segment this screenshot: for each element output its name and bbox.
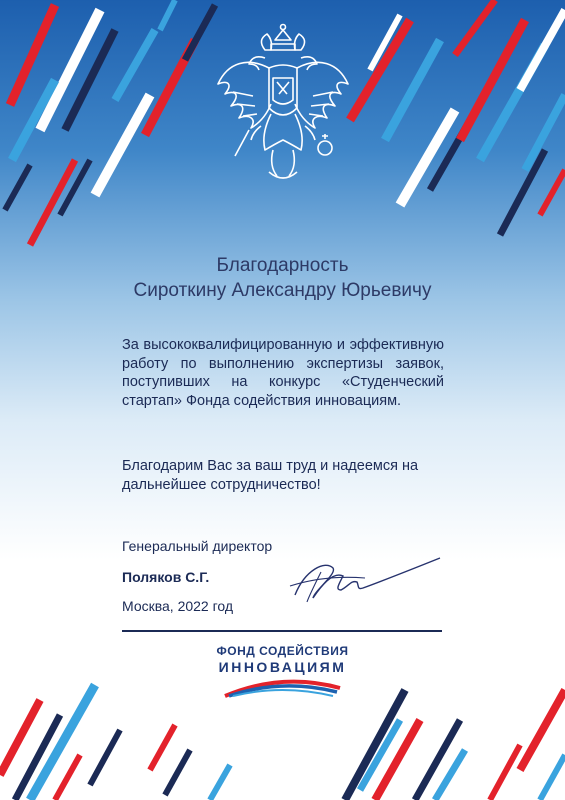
closing-paragraph: Благодарим Вас за ваш труд и надеемся на дальнейшее сотрудничество! [122, 458, 419, 493]
signer-position: Генеральный директор [122, 538, 273, 554]
place-date: Москва, 2022 год [122, 598, 234, 614]
recipient-name: Сироткину Александру Юрьевичу [133, 280, 432, 301]
divider-line [122, 630, 442, 632]
logo-line-2: ИННОВАЦИЯМ [218, 659, 347, 675]
logo-line-1: ФОНД СОДЕЙСТВИЯ [216, 644, 349, 658]
coat-of-arms-icon [213, 22, 353, 192]
foundation-logo [215, 644, 350, 710]
gratitude-paragraph: За высококвалифицированную и эффективную работу по выполнению экспертизы заявок, поступивших на конкурс «Студенческий стартап» Фонда содействия инновациям. [122, 337, 444, 409]
document-title: Благодарность [216, 255, 349, 276]
signer-name: Поляков С.Г. [122, 569, 210, 585]
logo-swoosh-icon [215, 676, 350, 698]
handwritten-signature [285, 550, 445, 605]
